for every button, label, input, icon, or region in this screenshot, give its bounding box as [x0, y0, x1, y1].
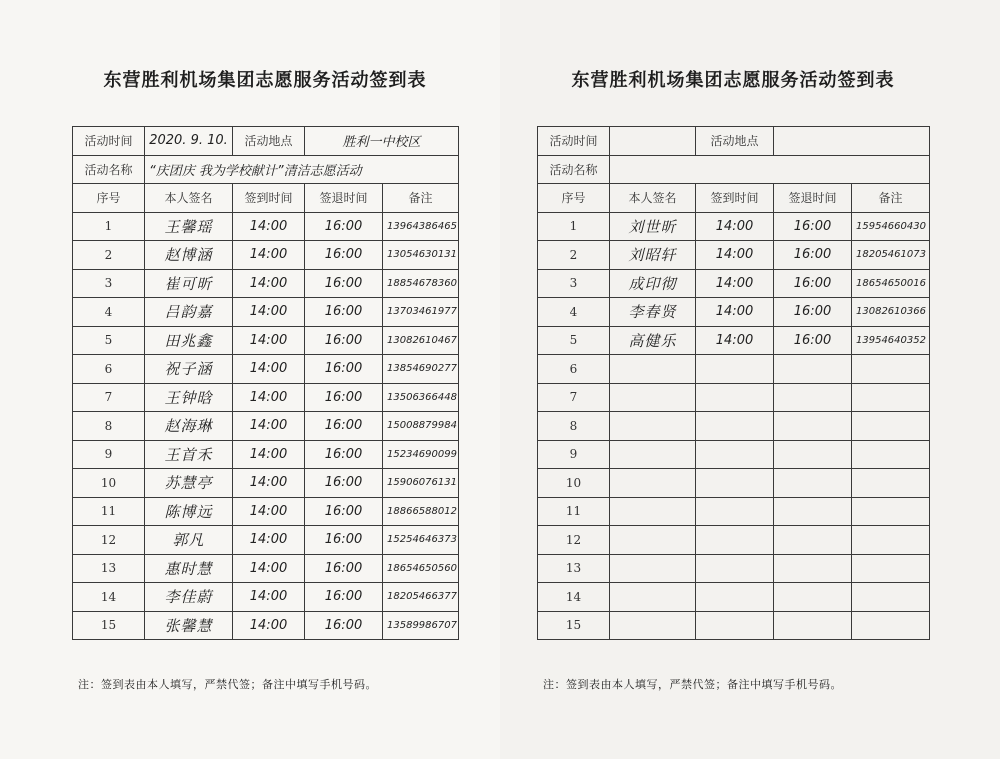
- activity-time-label: 活动时间: [538, 127, 610, 156]
- sign-in-time: [696, 469, 774, 498]
- remarks-phone: 18205461073: [852, 241, 930, 270]
- header-remarks: 备注: [852, 184, 930, 213]
- row-number: 9: [538, 440, 610, 469]
- header-sign-out-time: 签退时间: [774, 184, 852, 213]
- sign-out-time: 16:00: [305, 526, 383, 555]
- row-number: 2: [538, 241, 610, 270]
- table-row: [538, 212, 930, 241]
- sign-in-rows: [73, 212, 459, 640]
- row-number: 13: [538, 554, 610, 583]
- activity-name-value: [610, 155, 930, 184]
- signature: [610, 355, 696, 384]
- table-row: [73, 269, 459, 298]
- remarks-phone: 13082610467: [383, 326, 459, 355]
- sign-in-time: 14:00: [233, 355, 305, 384]
- sign-out-time: [774, 526, 852, 555]
- sign-out-time: 16:00: [305, 298, 383, 327]
- remarks-phone: 13054630131: [383, 241, 459, 270]
- header-no: 序号: [538, 184, 610, 213]
- sign-out-time: [774, 554, 852, 583]
- sign-out-time: [774, 583, 852, 612]
- sign-in-sheet-left: [72, 62, 458, 692]
- sign-out-time: [774, 383, 852, 412]
- row-number: 8: [73, 412, 145, 441]
- row-number: 14: [538, 583, 610, 612]
- table-row: [73, 440, 459, 469]
- signature: 祝子涵: [145, 355, 233, 384]
- activity-place-value: 胜利一中校区: [305, 127, 459, 156]
- signature: [610, 440, 696, 469]
- activity-name-row: [538, 155, 930, 184]
- activity-name-value: “庆团庆 我为学校献计”清洁志愿活动: [145, 155, 459, 184]
- row-number: 15: [538, 611, 610, 640]
- sign-out-time: 16:00: [305, 583, 383, 612]
- signature: 刘世昕: [610, 212, 696, 241]
- remarks-phone: 13703461977: [383, 298, 459, 327]
- signature: 张馨慧: [145, 611, 233, 640]
- table-row: [538, 440, 930, 469]
- row-number: 8: [538, 412, 610, 441]
- table-row: [73, 241, 459, 270]
- signature: 崔可昕: [145, 269, 233, 298]
- row-number: 5: [538, 326, 610, 355]
- signature: [610, 554, 696, 583]
- sign-in-time: 14:00: [233, 497, 305, 526]
- sign-out-time: [774, 355, 852, 384]
- row-number: 14: [73, 583, 145, 612]
- activity-time-row: [538, 127, 930, 156]
- sign-in-time: [696, 355, 774, 384]
- row-number: 3: [73, 269, 145, 298]
- sign-in-time: 14:00: [233, 440, 305, 469]
- sign-out-time: 16:00: [305, 355, 383, 384]
- sign-in-time: [696, 440, 774, 469]
- signature: 田兆鑫: [145, 326, 233, 355]
- signature: [610, 611, 696, 640]
- sign-out-time: 16:00: [305, 383, 383, 412]
- sign-out-time: 16:00: [305, 497, 383, 526]
- sign-in-time: 14:00: [233, 269, 305, 298]
- signature: 李佳蔚: [145, 583, 233, 612]
- remarks-phone: 15954660430: [852, 212, 930, 241]
- table-row: [73, 554, 459, 583]
- row-number: 7: [538, 383, 610, 412]
- activity-place-label: 活动地点: [696, 127, 774, 156]
- sign-in-time: 14:00: [233, 554, 305, 583]
- sign-in-time: 14:00: [233, 469, 305, 498]
- table-row: [73, 412, 459, 441]
- table-row: [73, 583, 459, 612]
- remarks-phone: [852, 497, 930, 526]
- header-sign-in-time: 签到时间: [696, 184, 774, 213]
- sign-out-time: 16:00: [305, 611, 383, 640]
- sign-out-time: [774, 497, 852, 526]
- header-row: [538, 184, 930, 213]
- sign-out-time: 16:00: [774, 298, 852, 327]
- footnote: 注：签到表由本人填写，严禁代签；备注中填写手机号码。: [78, 678, 377, 691]
- header-sign-out-time: 签退时间: [305, 184, 383, 213]
- header-remarks: 备注: [383, 184, 459, 213]
- signature: 惠时慧: [145, 554, 233, 583]
- activity-time-value: [610, 127, 696, 156]
- sign-in-sheet-right: [537, 62, 929, 692]
- sign-out-time: [774, 412, 852, 441]
- row-number: 2: [73, 241, 145, 270]
- table-row: [538, 469, 930, 498]
- sign-in-time: 14:00: [696, 212, 774, 241]
- row-number: 4: [73, 298, 145, 327]
- activity-time-row: [73, 127, 459, 156]
- sign-in-time: 14:00: [696, 241, 774, 270]
- sign-in-time: 14:00: [696, 269, 774, 298]
- signature: 刘昭轩: [610, 241, 696, 270]
- table-row: [538, 326, 930, 355]
- remarks-phone: [852, 526, 930, 555]
- activity-place-label: 活动地点: [233, 127, 305, 156]
- sign-out-time: [774, 469, 852, 498]
- signature: [610, 412, 696, 441]
- table-row: [73, 355, 459, 384]
- remarks-phone: 13954640352: [852, 326, 930, 355]
- row-number: 1: [538, 212, 610, 241]
- signature: [610, 583, 696, 612]
- remarks-phone: 18854678360: [383, 269, 459, 298]
- sign-in-time: 14:00: [233, 412, 305, 441]
- sign-out-time: 16:00: [305, 241, 383, 270]
- sign-in-time: 14:00: [696, 298, 774, 327]
- signature: 王钟晗: [145, 383, 233, 412]
- sheet-title: 东营胜利机场集团志愿服务活动签到表: [571, 70, 895, 91]
- activity-name-label: 活动名称: [73, 155, 145, 184]
- remarks-phone: 15008879984: [383, 412, 459, 441]
- sign-in-time: 14:00: [696, 326, 774, 355]
- remarks-phone: [852, 583, 930, 612]
- row-number: 12: [538, 526, 610, 555]
- row-number: 3: [538, 269, 610, 298]
- sign-in-time: 14:00: [233, 241, 305, 270]
- signature: [610, 526, 696, 555]
- table-row: [538, 497, 930, 526]
- table-row: [538, 583, 930, 612]
- remarks-phone: [852, 355, 930, 384]
- signature: 苏慧亭: [145, 469, 233, 498]
- remarks-phone: [852, 611, 930, 640]
- sign-in-time: [696, 583, 774, 612]
- remarks-phone: 13082610366: [852, 298, 930, 327]
- sign-in-time: [696, 526, 774, 555]
- activity-place-value: [774, 127, 930, 156]
- row-number: 1: [73, 212, 145, 241]
- remarks-phone: 18654650016: [852, 269, 930, 298]
- table-row: [538, 412, 930, 441]
- signature: 郭凡: [145, 526, 233, 555]
- sign-in-time: 14:00: [233, 583, 305, 612]
- sign-out-time: 16:00: [305, 440, 383, 469]
- header-signature: 本人签名: [610, 184, 696, 213]
- header-signature: 本人签名: [145, 184, 233, 213]
- table-row: [538, 383, 930, 412]
- table-row: [73, 611, 459, 640]
- signature: [610, 383, 696, 412]
- footnote: 注：签到表由本人填写，严禁代签；备注中填写手机号码。: [543, 678, 842, 691]
- table-row: [73, 497, 459, 526]
- remarks-phone: [852, 412, 930, 441]
- sign-in-time: [696, 554, 774, 583]
- remarks-phone: 18866588012: [383, 497, 459, 526]
- header-sign-in-time: 签到时间: [233, 184, 305, 213]
- sign-in-time: 14:00: [233, 526, 305, 555]
- activity-time-label: 活动时间: [73, 127, 145, 156]
- remarks-phone: 15906076131: [383, 469, 459, 498]
- table-row: [538, 554, 930, 583]
- sign-out-time: 16:00: [774, 241, 852, 270]
- table-row: [538, 526, 930, 555]
- remarks-phone: [852, 554, 930, 583]
- header-no: 序号: [73, 184, 145, 213]
- sign-out-time: 16:00: [774, 269, 852, 298]
- row-number: 6: [538, 355, 610, 384]
- sign-out-time: 16:00: [305, 469, 383, 498]
- sign-out-time: 16:00: [305, 212, 383, 241]
- signature: 高健乐: [610, 326, 696, 355]
- row-number: 10: [73, 469, 145, 498]
- sign-in-table: [537, 126, 930, 640]
- header-row: [73, 184, 459, 213]
- signature: 赵博涵: [145, 241, 233, 270]
- sign-in-time: [696, 497, 774, 526]
- remarks-phone: 13589986707: [383, 611, 459, 640]
- sign-out-time: 16:00: [305, 326, 383, 355]
- table-row: [73, 383, 459, 412]
- table-row: [73, 212, 459, 241]
- table-row: [538, 611, 930, 640]
- sign-in-time: [696, 383, 774, 412]
- table-row: [538, 241, 930, 270]
- sign-in-time: [696, 412, 774, 441]
- signature: 赵海琳: [145, 412, 233, 441]
- sign-in-time: 14:00: [233, 326, 305, 355]
- sign-in-time: 14:00: [233, 298, 305, 327]
- signature: [610, 469, 696, 498]
- row-number: 13: [73, 554, 145, 583]
- table-row: [538, 355, 930, 384]
- row-number: 11: [73, 497, 145, 526]
- sign-out-time: 16:00: [305, 412, 383, 441]
- signature: 李春贤: [610, 298, 696, 327]
- remarks-phone: 15234690099: [383, 440, 459, 469]
- table-row: [73, 526, 459, 555]
- remarks-phone: [852, 440, 930, 469]
- remarks-phone: [852, 383, 930, 412]
- row-number: 11: [538, 497, 610, 526]
- row-number: 7: [73, 383, 145, 412]
- sign-in-table: [72, 126, 459, 640]
- sign-out-time: 16:00: [305, 554, 383, 583]
- sheet-title: 东营胜利机场集团志愿服务活动签到表: [103, 70, 427, 91]
- row-number: 4: [538, 298, 610, 327]
- table-row: [73, 326, 459, 355]
- sign-out-time: 16:00: [305, 269, 383, 298]
- sign-out-time: [774, 440, 852, 469]
- sign-in-rows: [538, 212, 930, 640]
- activity-name-row: [73, 155, 459, 184]
- sign-in-time: 14:00: [233, 212, 305, 241]
- signature: 成印彻: [610, 269, 696, 298]
- remarks-phone: 18654650560: [383, 554, 459, 583]
- table-row: [73, 298, 459, 327]
- row-number: 10: [538, 469, 610, 498]
- remarks-phone: 18205466377: [383, 583, 459, 612]
- sign-out-time: 16:00: [774, 212, 852, 241]
- table-row: [538, 298, 930, 327]
- row-number: 15: [73, 611, 145, 640]
- table-row: [73, 469, 459, 498]
- sign-in-time: 14:00: [233, 383, 305, 412]
- remarks-phone: [852, 469, 930, 498]
- row-number: 9: [73, 440, 145, 469]
- remarks-phone: 13854690277: [383, 355, 459, 384]
- sign-out-time: [774, 611, 852, 640]
- remarks-phone: 13506366448: [383, 383, 459, 412]
- sign-in-time: 14:00: [233, 611, 305, 640]
- signature: 王首禾: [145, 440, 233, 469]
- signature: 吕韵嘉: [145, 298, 233, 327]
- activity-name-label: 活动名称: [538, 155, 610, 184]
- row-number: 5: [73, 326, 145, 355]
- remarks-phone: 13964386465: [383, 212, 459, 241]
- remarks-phone: 15254646373: [383, 526, 459, 555]
- table-row: [538, 269, 930, 298]
- activity-time-value: 2020. 9. 10.: [145, 127, 233, 156]
- sign-in-time: [696, 611, 774, 640]
- row-number: 6: [73, 355, 145, 384]
- sign-out-time: 16:00: [774, 326, 852, 355]
- signature: 陈博远: [145, 497, 233, 526]
- row-number: 12: [73, 526, 145, 555]
- signature: [610, 497, 696, 526]
- signature: 王馨瑶: [145, 212, 233, 241]
